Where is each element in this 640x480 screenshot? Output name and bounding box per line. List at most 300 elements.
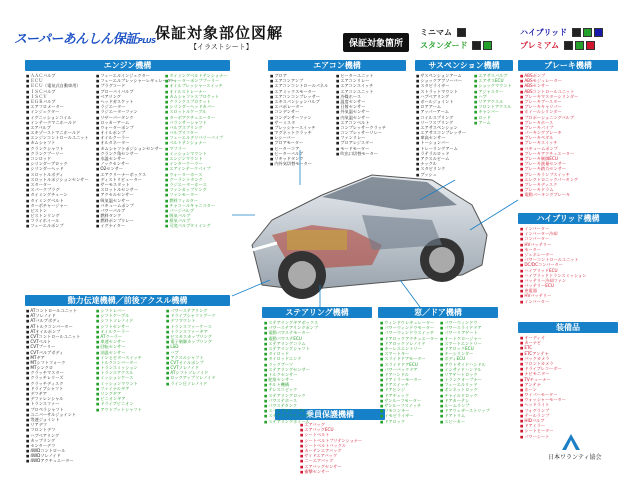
list-item: ■ ショックアブソーバー <box>416 78 474 83</box>
list-item: ■ ＥＧＲバルブ <box>26 99 94 104</box>
list-item: ■ ブレーキ制御ECU <box>520 156 618 161</box>
list-item: ■ カーナビ <box>520 340 618 345</box>
section-equipment: 装備品 <box>518 322 618 333</box>
list-item: ■ ブロアモーター <box>270 140 336 145</box>
list-item: ■ フューエルプレッシャーレギュレーター <box>96 78 164 83</box>
list-item: ■ ピニオンギア <box>96 396 164 401</box>
list-item: ■ チルト機構 <box>264 382 372 387</box>
list-item: ■ シリンダーヘッドカバー <box>165 104 233 109</box>
list-item: ■ エアコンコンプレッサー <box>270 94 336 99</box>
list-item: ■ コンロッド <box>26 156 94 161</box>
section-hybrid: ハイブリッド機構 <box>518 213 618 224</box>
list-item: ■ 温度センサー <box>336 99 406 104</box>
list-item: ■ スロットルポジションセンサー <box>26 177 94 182</box>
list-item: ■ MTシフトフォーク <box>26 360 94 365</box>
list-item: ■ 衝撃センサー <box>300 469 380 474</box>
list-item: ■ ニーエアバッグ <box>300 458 380 463</box>
list-item: ■ 充電器 <box>520 288 618 293</box>
list-item: ■ トルクコンバーター <box>96 360 164 365</box>
list-item: ■ モーター <box>520 247 618 252</box>
list-item: ■ オイルプレッシャースイッチ <box>165 83 233 88</box>
list-item: ■ ドライブレコーダー <box>520 366 618 371</box>
list-item: ■ フォグランプ <box>520 408 618 413</box>
list-item: ■ ATコントロールユニット <box>26 308 94 313</box>
list-item: ■ マフラー <box>165 146 233 151</box>
section-suspension: サスペンション機構 <box>415 60 513 71</box>
list-item: ■ O2センサー <box>96 166 164 171</box>
list-item: ■ 舵角センサー <box>264 377 372 382</box>
list-item: ■ ステアリングセンサー <box>264 367 372 372</box>
list-item: ■ ハイブリッドECU <box>520 268 618 273</box>
list-item: ■ ナックル <box>416 161 474 166</box>
list-item: ■ ドアロックソレノイド <box>380 341 438 346</box>
list-item: ■ 車高センサー <box>416 135 474 140</box>
list-item: ■ ＩＳＣバルブ <box>26 89 94 94</box>
list-item: ■ ステアリングロック <box>264 393 372 398</box>
list-item: ■ ブローバイバルブ <box>96 89 164 94</box>
list-item: ■ ブレーキスイッチ <box>520 140 618 145</box>
list-item: ■ シフトケーブル <box>96 313 164 318</box>
list-item: ■ バッテリーECU <box>520 283 618 288</box>
list-susp-c2 <box>474 73 516 125</box>
list-item: ■ ユニバーサルジョイント <box>26 412 94 417</box>
list-item: ■ オーディオ <box>520 335 618 340</box>
list-item: ■ オルタネーター <box>96 140 164 145</box>
list-item: ■ トランスミッション <box>96 365 164 370</box>
list-item: ■ ドアロックECU <box>440 346 498 351</box>
list-item: ■ デフギア <box>26 391 94 396</box>
list-item: ■ ファンモーター <box>165 192 233 197</box>
list-item: ■ プロポーショニングバルブ <box>520 115 618 120</box>
list-item: ■ TVチューナー <box>520 377 618 382</box>
list-item: ■ 水温センサー <box>96 156 164 161</box>
list-item: ■ オートクロージャー <box>440 336 498 341</box>
list-drive-c2 <box>96 308 164 412</box>
list-item: ■ サーミスタ <box>270 120 336 125</box>
list-item: ■ アウトプットシャフト <box>96 407 164 412</box>
list-item: ■ トルクセンサー <box>264 372 372 377</box>
list-item: ■ 燃料ポンプリレー <box>96 218 164 223</box>
list-item: ■ ウォーターポンププーリー <box>165 78 233 83</box>
list-item: ■ サスペンションアーム <box>416 73 474 78</box>
list-item: ■ DC/DCコンバーター <box>520 262 618 267</box>
list-item: ■ コンバーター <box>520 236 618 241</box>
list-item: ■ マグネットクラッチ <box>270 130 336 135</box>
list-item: ■ シートヒーター <box>520 428 618 433</box>
list-item: ■ エンジンコントロールユニット <box>26 135 94 140</box>
list-item: ■ アクセルセンサー <box>96 192 164 197</box>
list-item: ■ アクスルシャフト <box>166 355 234 360</box>
list-item: ■ プロペラシャフト <box>26 407 94 412</box>
list-item: ■ 電動パーキングブレーキ <box>520 192 618 197</box>
list-item: ■ インタークーラー <box>165 161 233 166</box>
list-item: ■ フューエルポンプ <box>26 223 94 228</box>
list-item: ■ クラッチレリーズ <box>26 375 94 380</box>
list-item: ■ トーションバー <box>416 140 474 145</box>
list-item: ■ スターター <box>26 182 94 187</box>
list-item: ■ ブロアレジスター <box>336 140 406 145</box>
list-item: ■ パワーウィンドウ <box>440 320 498 325</box>
list-item: ■ ドライブシャフト <box>26 386 94 391</box>
list-item: ■ アッパーアーム <box>416 109 474 114</box>
list-item: ■ ストラットマウント <box>416 89 474 94</box>
list-item: ■ ブレーキマスターシリンダー <box>520 94 618 99</box>
list-item: ■ ＩＳＣＶ <box>26 94 94 99</box>
list-item: ■ 吸気温センサー <box>96 198 164 203</box>
list-item: ■ リーフスプリング <box>416 120 474 125</box>
list-item: ■ スロットルケーブル <box>165 109 233 114</box>
section-engine: エンジン機構 <box>25 60 230 71</box>
list-item: ■ スタビリンク <box>416 166 474 171</box>
list-item: ■ スタビライザー <box>416 83 474 88</box>
list-item: ■ ロックアップソレノイド <box>166 375 234 380</box>
list-item: ■ エアコンユニット <box>336 89 406 94</box>
list-item: ■ ハブベアリング <box>416 94 474 99</box>
legend-minimum: ミニマム <box>420 27 466 38</box>
list-item: ■ 等速ジョイント <box>26 417 94 422</box>
list-item: ■ シリンダーブロック <box>26 161 94 166</box>
list-item: ■ オイルストレーナー <box>165 89 233 94</box>
list-item: ■ ウォッシャーモーター <box>520 397 618 402</box>
list-item: ■ パーキングブレーキ <box>520 130 618 135</box>
page-title: 保証対象部位図解 <box>155 24 284 42</box>
list-drive-c1 <box>26 308 94 464</box>
list-steering <box>264 320 372 424</box>
list-item: ■ コイルスプリング <box>416 115 474 120</box>
list-item: ■ ボールジョイント <box>416 99 474 104</box>
list-item: ■ サンルーフモーター <box>380 398 438 403</box>
list-item: ■ ブレーキドラム <box>520 187 618 192</box>
list-item: ■ スピーカー <box>440 419 498 424</box>
list-item: ■ プラグコード <box>96 83 164 88</box>
list-item: ■ プレッシャースイッチ <box>270 125 336 130</box>
list-item: ■ ＥＣＵ <box>26 78 94 83</box>
list-item: ■ デフマウント <box>166 318 234 323</box>
list-item: ■ パワーリアゲート <box>440 330 498 335</box>
list-item: ■ ヒーターユニット <box>336 73 406 78</box>
list-item: ■ キャンバー <box>474 109 516 114</box>
list-item: ■ アジャスター <box>474 89 516 94</box>
list-item: ■ インテークマニホールド <box>26 120 94 125</box>
list-item: ■ シフトソレノイド <box>96 318 164 323</box>
list-item: ■ タイロッドエンド <box>264 356 372 361</box>
list-item: ■ エキゾーストマニホールド <box>26 130 94 135</box>
list-item: ■ デファレンシャル <box>26 396 94 401</box>
list-item: ■ 吹出口切替モーター <box>336 151 406 156</box>
list-item: ■ パワーバックドア <box>380 367 438 372</box>
list-item: ■ ディストリビューター <box>96 177 164 182</box>
list-item: ■ スマートエントリー <box>440 341 498 346</box>
list-item: ■ ボンネットロック <box>440 387 498 392</box>
list-item: ■ サンルーフスイッチ <box>380 403 438 408</box>
list-item: ■ チャコールキャニスター <box>165 203 233 208</box>
list-item: ■ ステアリングコラム <box>264 341 372 346</box>
list-item: ■ シリンダーヘッド <box>26 166 94 171</box>
list-item: ■ ブレーキディスク <box>520 182 618 187</box>
list-item: ■ バルブリフター <box>165 130 233 135</box>
list-item: ■ イグナイター <box>96 223 164 228</box>
list-item: ■ ABSモジュレーター <box>520 78 618 83</box>
list-item: ■ ブレーキブースター <box>520 99 618 104</box>
list-item: ■ パワステホース <box>264 398 372 403</box>
list-item: ■ コンデンサーファン <box>270 115 336 120</box>
list-item: ■ クランクプーリー <box>26 151 94 156</box>
list-item: ■ ウィンドウレギュレーター <box>380 320 438 325</box>
list-item: ■ シートベルト <box>300 432 380 437</box>
list-item: ■ ドライブピニオン <box>96 401 164 406</box>
list-item: ■ CVTバルブボディ <box>26 350 94 355</box>
list-item: ■ ステアリングシャフト <box>264 346 372 351</box>
list-item: ■ 回転センサー <box>96 344 164 349</box>
list-item: ■ パワーステアリング <box>166 308 234 313</box>
list-item: ■ 4WDアクチュエーター <box>26 458 94 463</box>
list-hybrid <box>520 226 618 304</box>
list-item: ■ ターボチャージャー <box>26 203 94 208</box>
list-drive-c3 <box>166 308 234 386</box>
list-item: ■ アウトサイドハンドル <box>440 362 498 367</box>
list-item: ■ クランクスプロケット <box>165 99 233 104</box>
list-item: ■ スライドドアECU <box>380 362 438 367</box>
list-item: ■ エアサスペンション <box>416 125 474 130</box>
list-item: ■ センターデフ <box>26 443 94 448</box>
list-item: ■ レシーバー <box>270 135 336 140</box>
list-item: ■ CVTプーリー <box>26 344 94 349</box>
list-item: ■ ATシフトソレノイド <box>166 370 234 375</box>
list-item: ■ ブレーキホース <box>520 120 618 125</box>
list-item: ■ エアクリーナーボックス <box>96 172 164 177</box>
list-item: ■ タイミングチェーン <box>26 192 94 197</box>
list-item: ■ 日射センサー <box>336 104 406 109</box>
list-item: ■ ABSコントロールユニット <box>520 89 618 94</box>
list-item: ■ パワステタンク <box>264 403 372 408</box>
list-item: ■ クーラントタンク <box>165 177 233 182</box>
list-item: ■ カムシャフト <box>26 140 94 145</box>
list-item: ■ ロッド <box>474 115 516 120</box>
list-item: ■ ATオイルポンプ <box>26 329 94 334</box>
list-item: ■ ドアスイッチ <box>380 382 438 387</box>
list-item: ■ ＡＡＣバルブ <box>26 73 94 78</box>
list-item: ■ ファンカップリング <box>165 187 233 192</box>
list-item: ■ ピストン <box>26 208 94 213</box>
list-engine-c2 <box>96 73 176 229</box>
list-item: ■ ATバルブボディ <box>26 318 94 323</box>
list-item: ■ ＥＣＵ（電気式自動車用） <box>26 83 94 88</box>
list-item: ■ リザーバータンク <box>96 115 164 120</box>
list-item: ■ フロントアクスル <box>474 104 516 109</box>
list-item: ■ エアバッグセンサー <box>300 464 380 469</box>
list-item: ■ エアフロメーター <box>26 104 94 109</box>
list-item: ■ ブレーキランプスイッチ <box>520 172 618 177</box>
list-item: ■ ブレーキペダル <box>520 135 618 140</box>
list-item: ■ パワーバルブ <box>96 208 164 213</box>
list-item: ■ ドアカーテシ <box>440 398 498 403</box>
list-item: ■ HVバッテリー <box>520 242 618 247</box>
list-item: ■ ターボアクチュエーター <box>165 115 233 120</box>
list-item: ■ ピストンリング <box>26 213 94 218</box>
list-item: ■ スマートキー <box>380 351 438 356</box>
list-item: ■ 冷媒ホース <box>336 94 406 99</box>
list-item: ■ エアミックスモーター <box>270 89 336 94</box>
list-item: ■ エアバルブ <box>26 125 94 130</box>
list-occupant <box>300 422 380 474</box>
list-item: ■ ドアロックアクチュエーター <box>380 336 438 341</box>
list-item: ■ ナビモニター <box>520 371 618 376</box>
list-window-c2 <box>440 320 498 424</box>
list-item: ■ スライドドアモーター <box>380 356 438 361</box>
list-item: ■ インヒビタースイッチ <box>96 355 164 360</box>
list-item: ■ ドアトリム <box>440 413 498 418</box>
list-item: ■ ホーン <box>520 387 618 392</box>
list-item: ■ フロントデフ <box>26 427 94 432</box>
list-item: ■ クランク角センサー <box>96 151 164 156</box>
list-item: ■ 内外気切替モーター <box>270 161 336 166</box>
list-item: ■ ブッシュ <box>416 172 474 177</box>
list-item: ■ ウォーターホース <box>165 172 233 177</box>
list-item: ■ MTギア <box>26 355 94 360</box>
list-item: ■ ハブ <box>166 350 234 355</box>
list-item: ■ エアコンアンプ <box>270 78 336 83</box>
list-item: ■ バックカメラ <box>520 356 618 361</box>
list-item: ■ ミッションマウント <box>96 381 164 386</box>
list-item: ■ ヒーターバルブ <box>270 151 336 156</box>
list-item: ■ タイロッド <box>264 351 372 356</box>
list-item: ■ バキュームポンプ <box>520 146 618 151</box>
list-item: ■ エレクトロニックパーキング <box>520 177 618 182</box>
list-item: ■ 電動パワステモーター <box>264 330 372 335</box>
list-item: ■ モードモーター <box>336 146 406 151</box>
list-item: ■ CVTコントロールユニット <box>26 334 94 339</box>
list-item: ■ ウォーターポンプ <box>96 125 164 130</box>
list-item: ■ ベルトテンショナー <box>165 140 233 145</box>
list-item: ■ ミッションマウント <box>165 151 233 156</box>
list-item: ■ バキュームポンプ <box>96 203 164 208</box>
list-item: ■ MTシンクロ <box>26 365 94 370</box>
list-item: ■ シートベルトプリテンショナー <box>300 438 380 443</box>
list-item: ■ シフトセンサー <box>96 324 164 329</box>
list-item: ■ エンジンマウント <box>165 156 233 161</box>
brand-logo: スーパーあんしん保証PLUS <box>14 32 156 47</box>
list-item: ■ ビスカスカップリング <box>166 334 234 339</box>
list-item: ■ パージバルブ <box>165 208 233 213</box>
list-item: ■ エキスパンションバルブ <box>270 99 336 104</box>
list-item: ■ コンデンサー <box>270 109 336 114</box>
section-steering: ステアリング機構 <box>262 307 372 318</box>
list-item: ■ エアサスコンプレッサー <box>416 130 474 135</box>
list-item: ■ コンプレッサークラッチ <box>336 125 406 130</box>
list-item: ■ ハイブリッドトランスミッション <box>520 273 618 278</box>
list-item: ■ ドアミラー <box>520 423 618 428</box>
list-item: ■ インジェクター <box>26 109 94 114</box>
list-item: ■ ラジエーターホース <box>165 182 233 187</box>
list-engine-c1 <box>26 73 94 229</box>
list-item: ■ 内気温センサー <box>336 115 406 120</box>
list-item: ■ ATソレノイド <box>26 313 94 318</box>
list-item: ■ インバーター冷却 <box>520 231 618 236</box>
list-item: ■ ブレーキ踏力センサー <box>520 166 618 171</box>
section-drivetrain: 動力伝達機構／前後アクスル機構 <box>25 295 230 306</box>
list-item: ■ バランサーシャフト <box>165 120 233 125</box>
list-item: ■ フューエルインジェクター <box>96 73 164 78</box>
list-item: ■ 燃料タンク <box>96 213 164 218</box>
section-occupant: 乗員保護機構 <box>275 409 385 420</box>
list-item: ■ リアゲートロック <box>440 372 498 377</box>
list-item: ■ ドアミラーモーター <box>380 377 438 382</box>
list-item: ■ カップリング <box>26 438 94 443</box>
list-item: ■ ラジエーター <box>96 104 164 109</box>
list-item: ■ ヒーターコア <box>270 146 336 151</box>
list-item: ■ フロントカメラ <box>520 361 618 366</box>
list-item: ■ ABSセンサー <box>520 83 618 88</box>
car-illustration <box>232 125 494 325</box>
list-item: ■ フューエルデリバリーパイプ <box>165 135 233 140</box>
list-item: ■ CVTオイルポンプ <box>166 360 234 365</box>
list-item: ■ ラックブーツ <box>264 362 372 367</box>
list-item: ■ ETCアンテナ <box>520 351 618 356</box>
list-item: ■ ファンリレー <box>336 135 406 140</box>
list-item: ■ スパイラルケーブル <box>264 408 372 413</box>
list-item: ■ トランスファー <box>26 401 94 406</box>
list-item: ■ 可変バルブタイミング <box>165 223 233 228</box>
list-item: ■ サイドエアバッグ <box>300 453 380 458</box>
list-item: ■ エアコンコントロールパネル <box>270 83 336 88</box>
list-item: ■ トランスファーケース <box>166 324 234 329</box>
list-item: ■ タイミングベルトテンショナー <box>165 73 233 78</box>
list-item: ■ ハブ <box>474 94 516 99</box>
list-item: ■ ドアロック <box>380 419 438 424</box>
list-item: ■ ワイパーモーター <box>520 392 618 397</box>
list-item: ■ ステアリングスイッチ <box>264 413 372 418</box>
list-item: ■ ライン圧ソレノイド <box>166 381 234 386</box>
list-item: ■ サーモスタット <box>96 182 164 187</box>
list-item: ■ 4WDソレノイド <box>26 453 94 458</box>
list-item: ■ トランスアクスル <box>96 370 164 375</box>
list-item: ■ ATクーラー <box>96 334 164 339</box>
list-item: ■ トランスファーギア <box>166 329 234 334</box>
list-item: ■ スパークプラグ <box>26 187 94 192</box>
list-item: ■ リモコンキー <box>380 408 438 413</box>
list-item: ■ ブレーキキャリパー <box>520 104 618 109</box>
list-equipment <box>520 335 618 439</box>
list-item: ■ ブロア <box>270 73 336 78</box>
list-item: ■ ブレーキパイプ <box>520 125 618 130</box>
org-logo <box>560 432 582 452</box>
list-item: ■ キーシリンダー <box>440 351 498 356</box>
list-item: ■ ドライブシャフトブーツ <box>166 313 234 318</box>
list-item: ■ HVバッテリー <box>520 293 618 298</box>
list-item: ■ 油温センサー <box>96 350 164 355</box>
list-item: ■ インバーター <box>520 226 618 231</box>
list-item: ■ エアバッグ <box>300 422 380 427</box>
list-item: ■ フライホイール <box>26 218 94 223</box>
list-item: ■ タイミングベルト <box>26 198 94 203</box>
list-item: ■ エアコンベルト <box>336 120 406 125</box>
list-item: ■ ステアリングホイール <box>264 419 372 424</box>
list-item: ■ ブレーキアクチュエーター <box>520 151 618 156</box>
list-item: ■ ヘッドライト <box>520 402 618 407</box>
list-item: ■ ドアウェザーストリップ <box>440 408 498 413</box>
list-item: ■ ホイールシリンダー <box>520 109 618 114</box>
list-item: ■ エアインテークパイプ <box>165 166 233 171</box>
list-item: ■ エアコンリレー <box>336 78 406 83</box>
list-item: ■ 車速センサー <box>96 339 164 344</box>
list-item: ■ ドアヒンジ <box>380 387 438 392</box>
list-brake <box>520 73 618 198</box>
list-item: ■ リングギア <box>96 391 164 396</box>
section-aircon: エアコン機構 <box>268 60 406 71</box>
list-item: ■ アクスルビーム <box>416 156 474 161</box>
list-item: ■ カムシャフトポジションセンサー <box>96 146 164 151</box>
list-item: ■ ヘッドガスケット <box>96 99 164 104</box>
